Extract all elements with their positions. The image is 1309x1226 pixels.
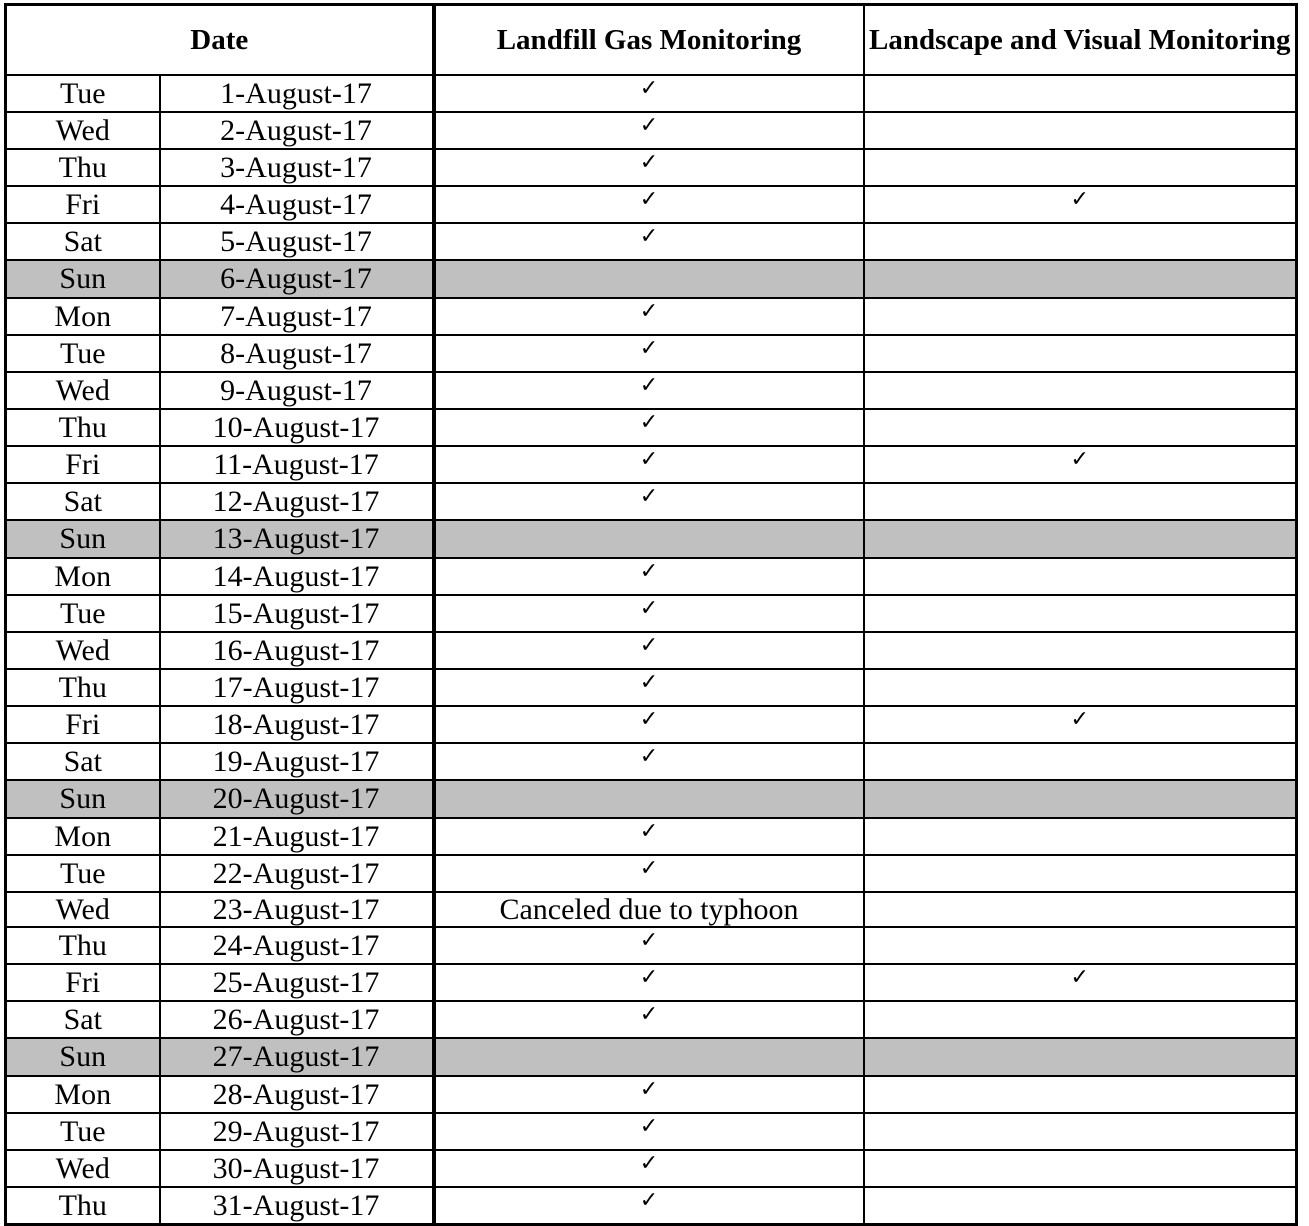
landscape-visual-cell [864,855,1297,892]
date-cell [160,743,434,780]
date-cell-text: 15-August-17 [212,596,380,630]
day-cell [6,335,160,372]
landfill-gas-cell [434,669,864,706]
date-cell-text: 14-August-17 [212,559,380,593]
table-row [6,520,1297,558]
date-cell-text: 10-August-17 [212,410,380,444]
date-cell-text: 8-August-17 [220,336,372,370]
table-row [6,298,1297,335]
date-cell-text: 17-August-17 [212,670,380,704]
check-mark-icon: ✓ [639,559,659,584]
table-row [6,855,1297,892]
day-cell [6,483,160,520]
date-cell-text: 12-August-17 [212,484,380,518]
date-cell-text: 18-August-17 [212,707,380,741]
day-cell [6,558,160,595]
landfill-gas-cell [434,892,864,927]
table-row [6,1001,1297,1038]
landscape-visual-cell [864,743,1297,780]
landfill-gas-cell [434,298,864,335]
table-row [6,186,1297,223]
landfill-gas-cell [434,1187,864,1225]
schedule-body [6,75,1297,1225]
check-mark-icon: ✓ [639,1151,659,1176]
check-mark-icon: ✓ [1070,447,1089,472]
table-row [6,964,1297,1001]
date-cell [160,780,434,818]
day-cell-text: Mon [54,1077,112,1111]
date-cell-text: 27-August-17 [212,1040,380,1073]
landfill-gas-cell [434,1038,864,1076]
landscape-visual-column-header: Landscape and Visual Monitoring [864,5,1297,76]
check-mark-icon: ✓ [639,410,659,435]
day-cell [6,112,160,149]
date-cell [160,520,434,558]
day-cell [6,780,160,818]
day-cell-text: Fri [65,187,101,221]
day-cell-text: Thu [58,410,107,444]
check-mark-icon: ✓ [639,113,659,138]
date-cell [160,818,434,855]
landfill-gas-cell [434,706,864,743]
date-cell [160,892,434,927]
date-cell-text: 22-August-17 [212,856,380,890]
day-cell [6,372,160,409]
check-mark-icon: ✓ [639,744,659,769]
table-row [6,1038,1297,1076]
check-mark-icon: ✓ [639,150,659,175]
day-cell [6,1076,160,1113]
landfill-gas-cell [434,335,864,372]
day-cell-text: Tue [59,76,106,110]
table-row [6,483,1297,520]
day-cell-text: Wed [55,113,110,147]
day-cell-text: Mon [54,299,112,333]
date-cell-text: 28-August-17 [212,1077,380,1111]
day-cell [6,706,160,743]
landfill-gas-cell [434,1001,864,1038]
landfill-gas-cell [434,483,864,520]
landfill-gas-cell [434,1113,864,1150]
table-row [6,1150,1297,1187]
day-cell-text: Mon [54,559,112,593]
check-mark-icon: ✓ [639,447,659,472]
table-row [6,149,1297,186]
header-row [6,5,1297,76]
date-cell [160,1187,434,1225]
date-cell-text: 19-August-17 [212,744,380,778]
date-cell-text: 21-August-17 [212,819,380,853]
date-cell [160,335,434,372]
day-cell [6,1150,160,1187]
day-cell-text: Wed [55,892,110,926]
landscape-visual-cell [864,409,1297,446]
check-mark-icon: ✓ [639,965,659,990]
landfill-gas-cell [434,964,864,1001]
date-cell [160,855,434,892]
landscape-visual-cell [864,818,1297,855]
day-cell-text: Fri [65,447,101,481]
landfill-gas-cell [434,855,864,892]
landfill-gas-cell [434,780,864,818]
date-cell [160,186,434,223]
table-row [6,706,1297,743]
day-cell [6,927,160,964]
check-mark-icon: ✓ [639,819,659,844]
date-cell-text: 26-August-17 [212,1002,380,1036]
landfill-gas-cell [434,595,864,632]
landfill-gas-cell [434,1076,864,1113]
day-cell [6,1038,160,1076]
date-cell [160,75,434,112]
check-mark-icon: ✓ [639,633,659,658]
landfill-gas-column-header: Landfill Gas Monitoring [434,5,864,76]
day-cell-text: Sun [59,782,107,815]
day-cell-text: Tue [59,596,106,630]
check-mark-icon: ✓ [639,1114,659,1139]
date-cell [160,112,434,149]
table-row [6,818,1297,855]
date-cell [160,409,434,446]
date-cell-text: 3-August-17 [220,150,372,184]
landscape-visual-cell [864,927,1297,964]
date-cell-text: 1-August-17 [220,76,372,110]
day-cell-text: Tue [59,1114,106,1148]
day-cell [6,75,160,112]
landscape-visual-cell [864,483,1297,520]
day-cell-text: Sat [63,224,102,258]
landscape-visual-cell [864,223,1297,260]
table-row [6,446,1297,483]
date-cell [160,632,434,669]
day-cell-text: Wed [55,633,110,667]
date-cell-text: 5-August-17 [220,224,372,258]
date-cell-text: 13-August-17 [212,522,380,555]
landfill-gas-cell [434,223,864,260]
day-cell-text: Tue [59,856,106,890]
day-cell [6,892,160,927]
table-row [6,1113,1297,1150]
day-cell-text: Wed [55,1151,110,1185]
landfill-gas-cell [434,186,864,223]
day-cell [6,446,160,483]
date-cell-text: 24-August-17 [212,928,380,962]
day-cell [6,669,160,706]
check-mark-icon: ✓ [1070,187,1089,212]
day-cell [6,149,160,186]
check-mark-icon: ✓ [639,373,659,398]
date-cell [160,1038,434,1076]
check-mark-icon: ✓ [639,224,659,249]
landfill-gas-cell [434,372,864,409]
day-cell-text: Thu [58,150,107,184]
check-mark-icon: ✓ [639,299,659,324]
landscape-visual-cell [864,706,1297,743]
landscape-visual-cell [864,1113,1297,1150]
landfill-gas-cell-text: Canceled due to typhoon [499,892,799,926]
landscape-visual-cell [864,1038,1297,1076]
date-cell [160,223,434,260]
landfill-gas-cell [434,149,864,186]
landscape-visual-cell [864,149,1297,186]
check-mark-icon: ✓ [639,1077,659,1102]
date-column-header: Date [6,5,434,76]
landscape-visual-cell [864,260,1297,298]
landscape-visual-cell [864,964,1297,1001]
day-cell-text: Tue [59,336,106,370]
day-cell [6,409,160,446]
day-cell-text: Sun [59,1040,107,1073]
table-row [6,1187,1297,1225]
landfill-gas-cell [434,75,864,112]
monitoring-schedule-table [4,3,1298,1226]
table-row [6,335,1297,372]
landfill-gas-cell [434,558,864,595]
day-cell-text: Sat [63,484,102,518]
check-mark-icon: ✓ [639,336,659,361]
day-cell-text: Fri [65,707,101,741]
date-cell-text: 7-August-17 [220,299,372,333]
check-mark-icon: ✓ [1070,707,1089,732]
check-mark-icon: ✓ [639,670,659,695]
table-row [6,1076,1297,1113]
table-row [6,409,1297,446]
date-cell-text: 25-August-17 [212,965,380,999]
check-mark-icon: ✓ [639,856,659,881]
table-row [6,892,1297,927]
landfill-gas-cell [434,520,864,558]
landfill-gas-cell [434,1150,864,1187]
landscape-visual-cell [864,186,1297,223]
day-cell-text: Wed [55,373,110,407]
check-mark-icon: ✓ [639,928,659,953]
check-mark-icon: ✓ [639,1188,659,1213]
table-row [6,780,1297,818]
landfill-gas-cell [434,112,864,149]
table-row [6,669,1297,706]
landscape-visual-cell [864,1001,1297,1038]
check-mark-icon: ✓ [639,76,659,101]
day-cell [6,632,160,669]
check-mark-icon: ✓ [639,1002,659,1027]
landscape-visual-cell [864,298,1297,335]
landscape-visual-cell [864,372,1297,409]
table-row [6,75,1297,112]
day-cell [6,818,160,855]
date-cell-text: 11-August-17 [213,447,379,481]
date-cell [160,1076,434,1113]
day-cell-text: Mon [54,819,112,853]
date-cell-text: 16-August-17 [212,633,380,667]
landscape-visual-cell [864,1187,1297,1225]
date-cell [160,298,434,335]
landscape-visual-cell [864,1076,1297,1113]
day-cell-text: Thu [58,670,107,704]
day-cell [6,964,160,1001]
date-cell [160,927,434,964]
landscape-visual-cell [864,112,1297,149]
day-cell [6,595,160,632]
landscape-visual-cell [864,520,1297,558]
date-cell-text: 30-August-17 [212,1151,380,1185]
table-row [6,112,1297,149]
landscape-visual-cell [864,780,1297,818]
landfill-gas-cell [434,927,864,964]
landscape-visual-cell [864,669,1297,706]
landfill-gas-cell [434,409,864,446]
day-cell [6,1187,160,1225]
table-row [6,632,1297,669]
landscape-visual-cell [864,632,1297,669]
day-cell-text: Thu [58,928,107,962]
landfill-gas-cell [434,632,864,669]
table-row [6,372,1297,409]
date-cell [160,483,434,520]
day-cell [6,1113,160,1150]
landfill-gas-cell [434,818,864,855]
date-cell [160,1150,434,1187]
date-cell-text: 29-August-17 [212,1114,380,1148]
day-cell [6,855,160,892]
date-cell [160,260,434,298]
date-cell [160,964,434,1001]
day-cell [6,1001,160,1038]
table-row [6,260,1297,298]
table-row [6,927,1297,964]
date-cell-text: 23-August-17 [212,892,380,926]
day-cell-text: Sun [59,262,107,295]
date-cell [160,372,434,409]
landfill-gas-cell [434,446,864,483]
date-cell [160,1113,434,1150]
day-cell [6,223,160,260]
check-mark-icon: ✓ [639,484,659,509]
day-cell [6,520,160,558]
landfill-gas-cell [434,260,864,298]
day-cell-text: Fri [65,965,101,999]
landfill-gas-cell [434,743,864,780]
landscape-visual-cell [864,558,1297,595]
date-cell-text: 4-August-17 [220,187,372,221]
table-row [6,595,1297,632]
table-row [6,743,1297,780]
day-cell-text: Sat [63,744,102,778]
date-cell [160,595,434,632]
table-row [6,558,1297,595]
date-cell [160,669,434,706]
check-mark-icon: ✓ [1070,965,1089,990]
check-mark-icon: ✓ [639,596,659,621]
landscape-visual-cell [864,75,1297,112]
day-cell [6,743,160,780]
day-cell-text: Sun [59,522,107,555]
date-cell-text: 9-August-17 [220,373,372,407]
date-cell-text: 2-August-17 [220,113,372,147]
date-cell-text: 31-August-17 [212,1188,380,1222]
date-cell [160,149,434,186]
day-cell [6,260,160,298]
day-cell [6,186,160,223]
date-cell-text: 6-August-17 [220,262,372,295]
date-cell-text: 20-August-17 [212,782,380,815]
date-cell [160,1001,434,1038]
date-cell [160,446,434,483]
day-cell [6,298,160,335]
landscape-visual-cell [864,1150,1297,1187]
check-mark-icon: ✓ [639,707,659,732]
date-cell [160,706,434,743]
table-row [6,223,1297,260]
landscape-visual-cell [864,595,1297,632]
date-cell [160,558,434,595]
landscape-visual-cell [864,892,1297,927]
day-cell-text: Thu [58,1188,107,1222]
landscape-visual-cell [864,446,1297,483]
landscape-visual-cell [864,335,1297,372]
day-cell-text: Sat [63,1002,102,1036]
check-mark-icon: ✓ [639,187,659,212]
